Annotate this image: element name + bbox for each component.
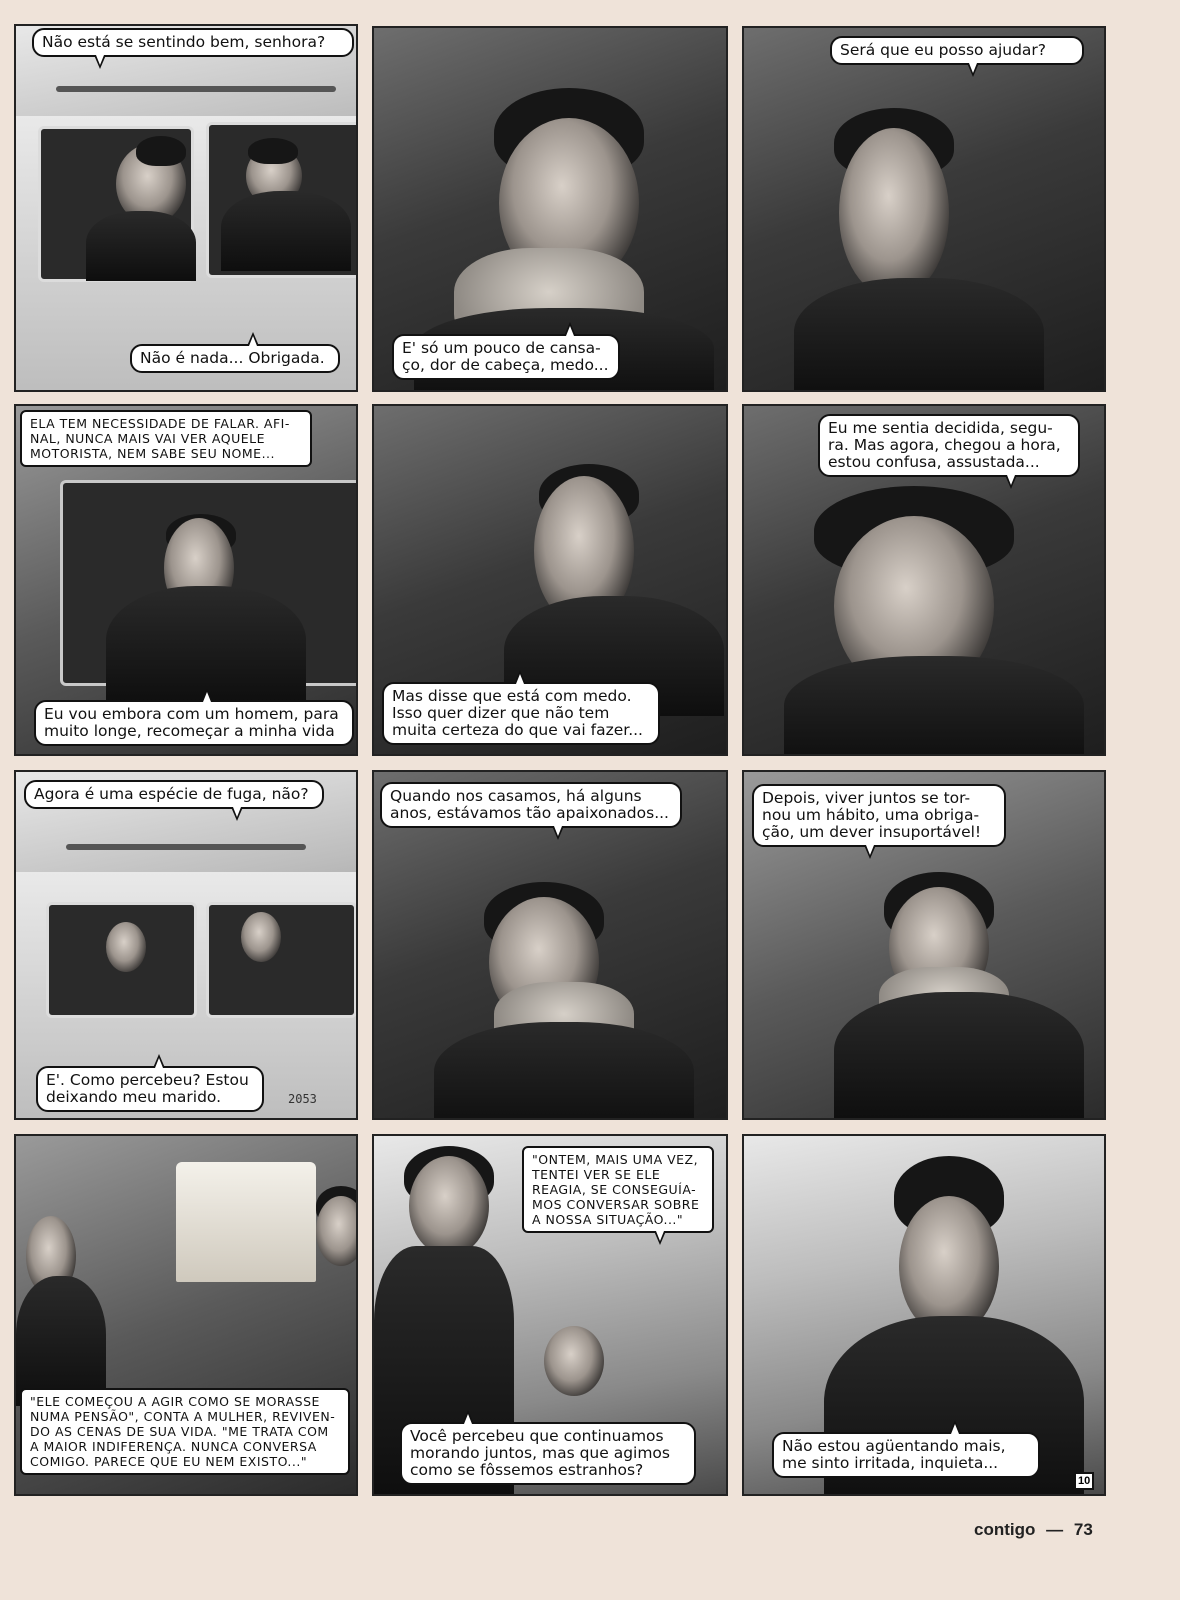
speech-bubble: Depois, viver juntos se tor- nou um hábito, uma obriga- ção, um dever insuportável!	[752, 784, 1006, 847]
panel-1-photo	[16, 26, 356, 390]
speech-bubble: Agora é uma espécie de fuga, não?	[24, 780, 324, 809]
panel-3	[742, 26, 1106, 392]
panel-1	[14, 24, 358, 392]
license-plate: 2053	[288, 1092, 317, 1106]
speech-bubble: Mas disse que está com medo. Isso quer dizer que não tem muita certeza do que vai fazer...	[382, 682, 660, 745]
panel-6	[742, 404, 1106, 756]
panel-10	[14, 1134, 358, 1496]
panel-9	[742, 770, 1106, 1120]
narration-box: "ELE COMEÇOU A AGIR COMO SE MORASSE NUMA PENSÃO", CONTA A MULHER, REVIVEN- DO AS CENAS DE SUA VIDA. "ME TRATA COM A MAIOR INDIFERENÇA. NUNCA CONVERSA COMIGO. PARECE QUE EU NEM EXISTO..."	[20, 1388, 350, 1475]
page-number: 73	[1073, 1520, 1093, 1539]
magazine-name: contigo	[974, 1520, 1036, 1539]
panel-12	[742, 1134, 1106, 1496]
speech-bubble: Eu me sentia decidida, segu- ra. Mas agora, chegou a hora, estou confusa, assustada...	[818, 414, 1080, 477]
page-footer	[974, 1520, 1093, 1540]
speech-bubble: Não está se sentindo bem, senhora?	[32, 28, 354, 57]
panel-4	[14, 404, 358, 756]
speech-bubble: Não é nada... Obrigada.	[130, 344, 340, 373]
footer-separator: —	[1046, 1520, 1064, 1539]
speech-bubble: Será que eu posso ajudar?	[830, 36, 1084, 65]
speech-bubble: Não estou agüentando mais, me sinto irritada, inquieta...	[772, 1432, 1040, 1478]
speech-bubble: E'. Como percebeu? Estou deixando meu marido.	[36, 1066, 264, 1112]
panel-7	[14, 770, 358, 1120]
narration-box: ELA TEM NECESSIDADE DE FALAR. AFI- NAL, NUNCA MAIS VAI VER AQUELE MOTORISTA, NEM SABE SEU NOME...	[20, 410, 312, 467]
speech-bubble: E' só um pouco de cansa- ço, dor de cabeça, medo...	[392, 334, 620, 380]
speech-bubble: Você percebeu que continuamos morando juntos, mas que agimos como se fôssemos estranhos?	[400, 1422, 696, 1485]
speech-bubble: Quando nos casamos, há alguns anos, estávamos tão apaixonados...	[380, 782, 682, 828]
narration-bubble: "ONTEM, MAIS UMA VEZ, TENTEI VER SE ELE REAGIA, SE CONSEGUÍA- MOS CONVERSAR SOBRE A NOSSA SITUAÇÃO..."	[522, 1146, 714, 1233]
panel-5	[372, 404, 728, 756]
panel-8	[372, 770, 728, 1120]
panel-11	[372, 1134, 728, 1496]
panel-3-photo	[744, 28, 1104, 390]
panel-number-badge: 10	[1074, 1472, 1094, 1490]
panel-2	[372, 26, 728, 392]
speech-bubble: Eu vou embora com um homem, para muito longe, recomeçar a minha vida	[34, 700, 354, 746]
